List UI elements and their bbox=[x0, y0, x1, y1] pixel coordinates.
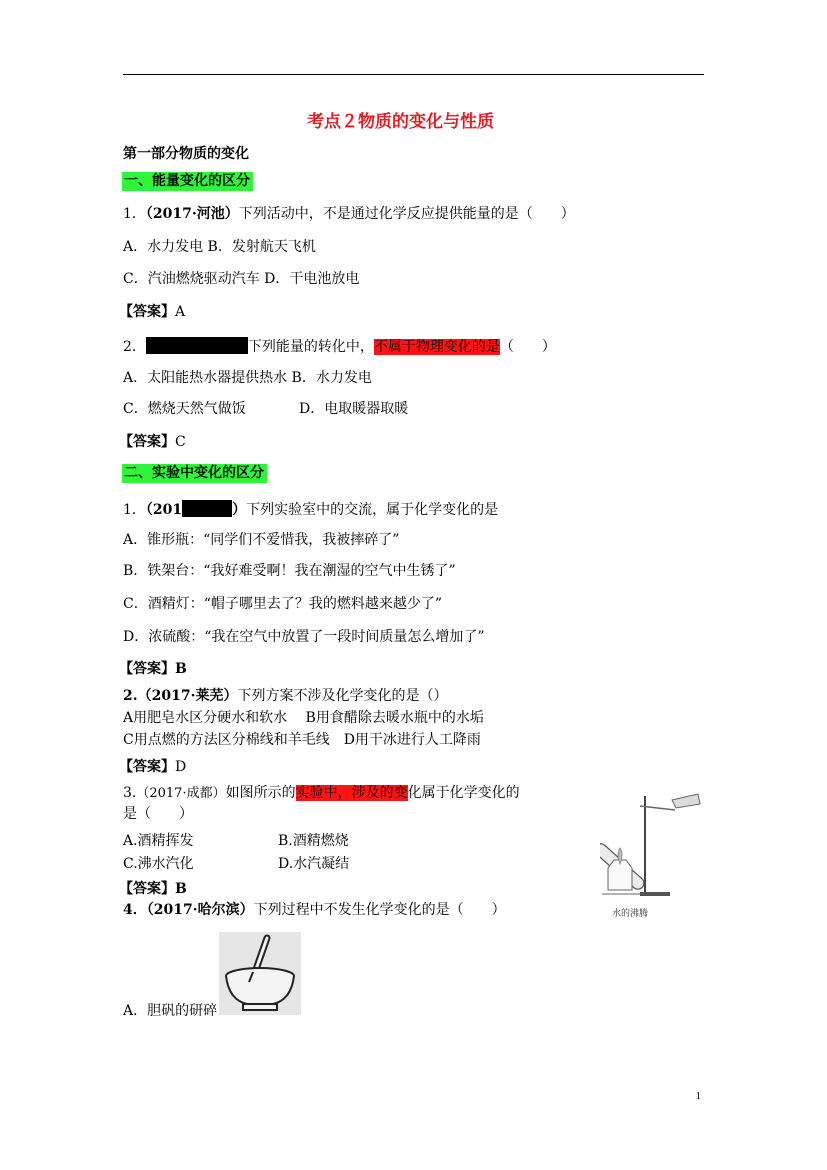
redacted-source bbox=[182, 500, 232, 517]
page-title: 考点２物质的变化与性质 bbox=[307, 112, 494, 132]
question-2-stem bbox=[123, 337, 556, 354]
question-2-option-c: C．燃烧天然气做饭 bbox=[123, 401, 246, 417]
question-4-stem bbox=[123, 689, 447, 703]
question-text-end: （ ） bbox=[499, 339, 556, 355]
question-source: （2017·莱芜） bbox=[137, 688, 238, 704]
question-3-answer bbox=[119, 662, 187, 676]
section-heading-1 bbox=[122, 174, 253, 188]
question-5-option-a: A.酒精挥发 bbox=[123, 833, 194, 849]
answer-label: 【答案】 bbox=[119, 759, 175, 775]
answer-label: 【答案】 bbox=[119, 434, 175, 450]
question-1-options-ab: A．水力发电 B．发射航天飞机 bbox=[123, 239, 316, 255]
section-heading-2 bbox=[122, 466, 267, 480]
question-6-stem bbox=[123, 903, 506, 917]
page-number: 1 bbox=[695, 1090, 701, 1102]
question-source: （2017·成都） bbox=[136, 786, 226, 801]
question-3-option-d: D．浓硫酸：“我在空气中放置了一段时间质量怎么增加了” bbox=[123, 629, 485, 645]
question-5-option-c: C.沸水汽化 bbox=[123, 856, 194, 872]
question-5-answer bbox=[119, 882, 187, 896]
question-number: 1． bbox=[123, 206, 146, 222]
question-3-option-a: A．锥形瓶：“同学们不爱惜我，我被摔碎了” bbox=[123, 532, 400, 548]
question-1-answer bbox=[119, 305, 185, 319]
question-number: 1． bbox=[123, 502, 146, 518]
highlighted-text: 不属于物理变化的是 bbox=[373, 339, 500, 355]
question-5-option-d: D.水汽凝结 bbox=[278, 856, 350, 872]
question-text: 下列方案不涉及化学变化的是（） bbox=[237, 688, 448, 704]
answer-label: 【答案】 bbox=[119, 881, 175, 897]
question-text: 下列实验室中的交流，属于化学变化的是 bbox=[246, 502, 499, 518]
question-number: 4． bbox=[123, 902, 147, 918]
redacted-source bbox=[146, 337, 248, 354]
question-2-answer bbox=[119, 435, 186, 449]
answer-value: A bbox=[175, 304, 186, 320]
question-6-option-a: A．胆矾的研碎 bbox=[123, 1003, 218, 1019]
question-number: 2. bbox=[123, 688, 138, 704]
mortar-and-pestle-figure bbox=[219, 932, 301, 1015]
question-source: （2017·河池） bbox=[145, 206, 239, 222]
question-1-stem bbox=[123, 207, 575, 221]
question-3-option-c: C．酒精灯：“帽子哪里去了？我的燃料越来越少了” bbox=[123, 596, 443, 612]
question-source: （2017·哈尔滨） bbox=[146, 902, 254, 918]
question-source-a: （201 bbox=[145, 502, 183, 518]
question-text: 如图所示的 bbox=[225, 785, 296, 801]
question-number: 2． bbox=[123, 339, 146, 355]
question-1-options-cd: C．汽油燃烧驱动汽车 D．干电池放电 bbox=[123, 271, 360, 287]
question-4-options-cd: C用点燃的方法区分棉线和羊毛线 D用干冰进行人工降雨 bbox=[123, 732, 481, 748]
answer-label: 【答案】 bbox=[119, 661, 175, 677]
question-source-b: ） bbox=[232, 502, 247, 518]
figure-caption: 水的沸腾 bbox=[612, 909, 649, 919]
answer-value: D bbox=[175, 759, 187, 775]
question-3-stem bbox=[123, 500, 498, 517]
answer-value: B bbox=[175, 881, 187, 897]
part-heading: 第一部分物质的变化 bbox=[123, 146, 249, 162]
section-heading-2-text: 二、实验中变化的区分 bbox=[122, 464, 267, 483]
question-2-options-ab: A．太阳能热水器提供热水 B．水力发电 bbox=[123, 370, 372, 386]
question-5-stem-line2: 是（ ） bbox=[123, 806, 193, 822]
answer-value: C bbox=[175, 434, 186, 450]
question-5-stem bbox=[123, 786, 520, 800]
answer-label: 【答案】 bbox=[119, 304, 175, 320]
question-text: 下列能量的转化中， bbox=[247, 339, 374, 355]
question-2-option-d: D．电取暖器取暖 bbox=[299, 401, 409, 417]
section-heading-1-text: 一、能量变化的区分 bbox=[122, 172, 253, 191]
question-4-answer bbox=[119, 760, 186, 774]
answer-value: B bbox=[175, 661, 187, 677]
boiling-water-apparatus-figure bbox=[600, 788, 705, 903]
question-text-end: 化属于化学变化的 bbox=[407, 785, 520, 801]
question-5-option-b: B.酒精燃烧 bbox=[278, 833, 349, 849]
highlighted-text: 实验中，涉及的变 bbox=[295, 785, 408, 801]
question-number: 3. bbox=[123, 785, 137, 801]
question-text: 下列活动中，不是通过化学反应提供能量的是（ ） bbox=[238, 206, 575, 222]
question-4-options-ab: A用肥皂水区分硬水和软水 B用食醋除去暖水瓶中的水垢 bbox=[123, 710, 484, 726]
question-text: 下列过程中不发生化学变化的是（ ） bbox=[253, 902, 506, 918]
question-3-option-b: B．铁架台：“我好难受啊！我在潮湿的空气中生锈了” bbox=[123, 563, 456, 579]
header-rule bbox=[123, 74, 704, 75]
